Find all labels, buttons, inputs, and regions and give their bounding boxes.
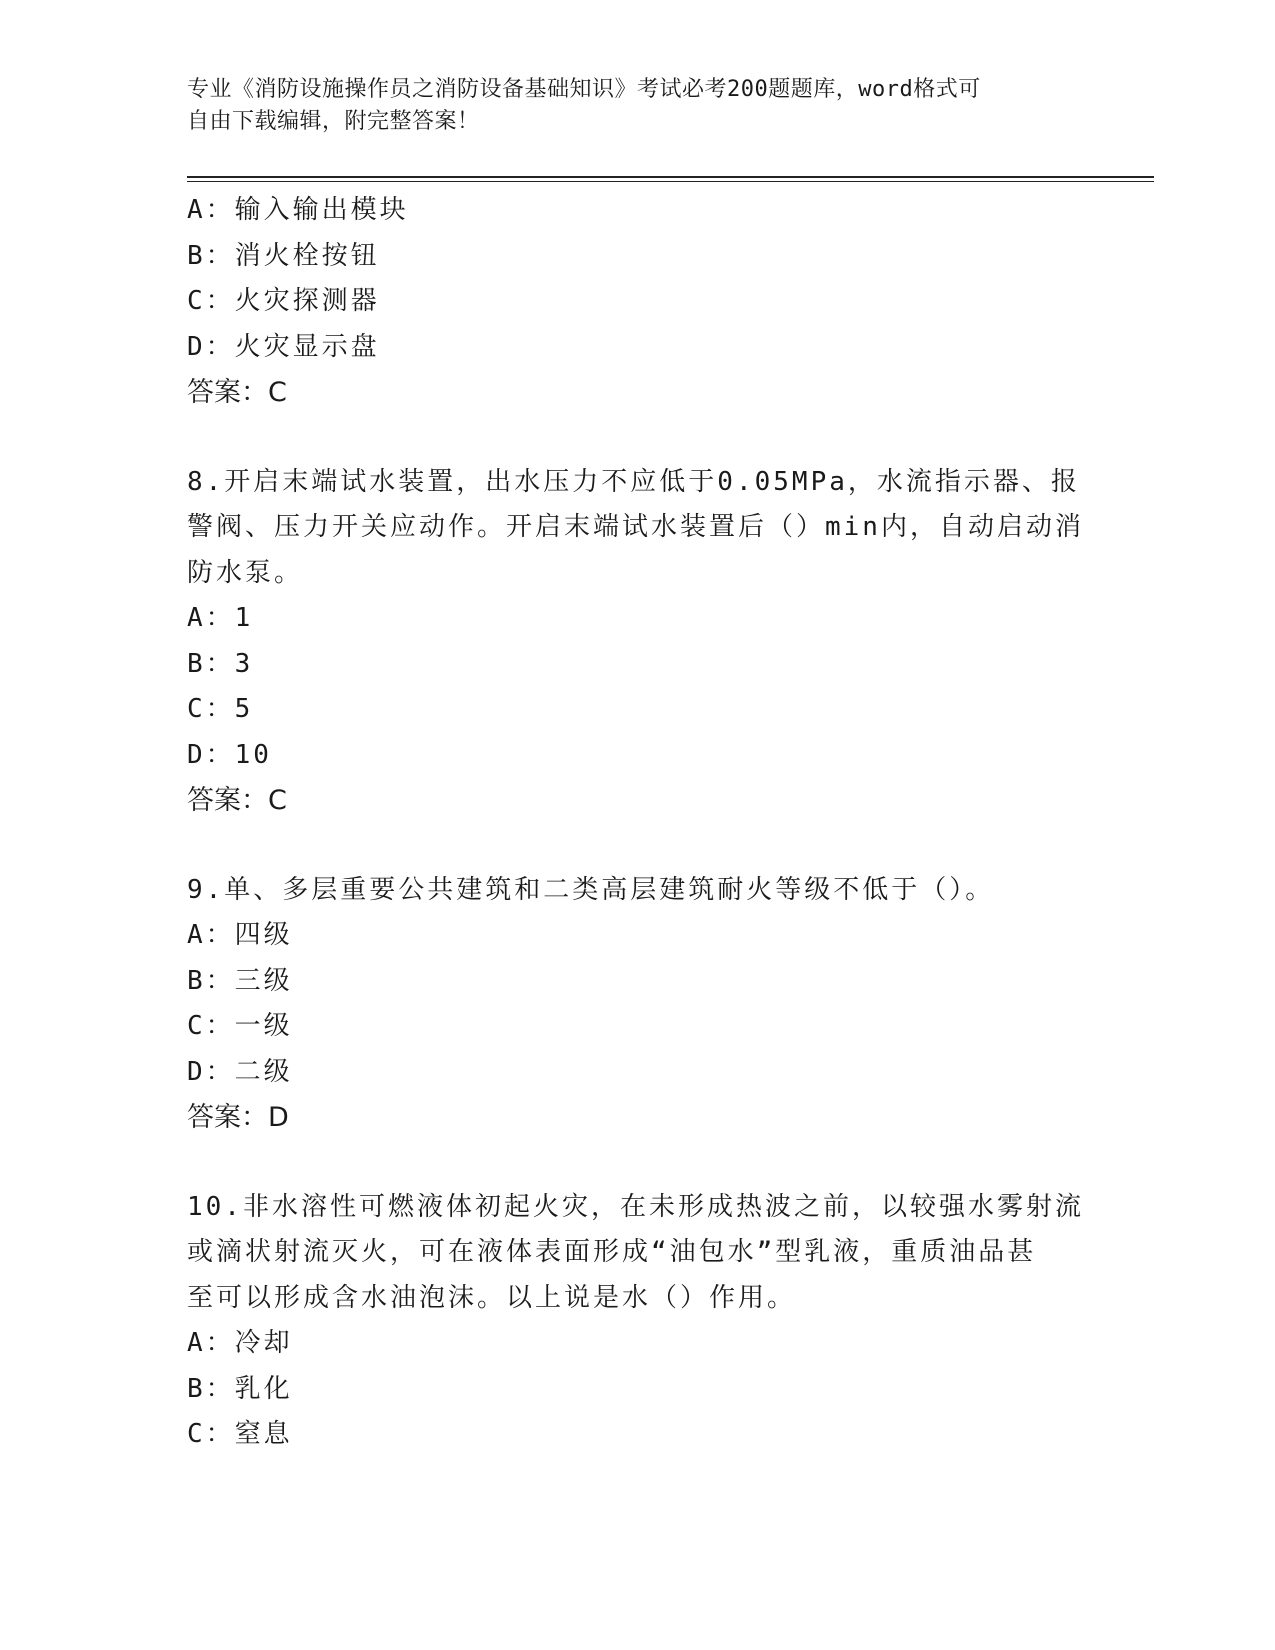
spacer bbox=[187, 824, 1087, 868]
document-header bbox=[187, 74, 1067, 138]
header-line-2: 自由下载编辑，附完整答案！ bbox=[187, 109, 480, 134]
option-d: D：火灾显示盘 bbox=[187, 331, 380, 362]
option-a: A：1 bbox=[187, 603, 254, 633]
spacer bbox=[187, 416, 1087, 460]
question-9 bbox=[187, 868, 1087, 1141]
answer: 答案：D bbox=[187, 1102, 289, 1133]
answer: 答案：C bbox=[187, 377, 287, 408]
option-b: B：3 bbox=[187, 648, 254, 679]
option-a: A：四级 bbox=[187, 920, 293, 950]
option-b: B：消火栓按钮 bbox=[187, 240, 380, 271]
spacer bbox=[187, 1141, 1087, 1185]
option-a: A：输入输出模块 bbox=[187, 195, 409, 225]
option-d: D：二级 bbox=[187, 1056, 293, 1087]
question-stem-line: 警阀、压力开关应动作。开启末端试水装置后（）min内，自动启动消 bbox=[187, 512, 1084, 542]
question-stem-line: 或滴状射流灭火，可在液体表面形成“油包水”型乳液，重质油品甚 bbox=[187, 1237, 1037, 1267]
option-d: D：10 bbox=[187, 739, 272, 770]
option-a: A：冷却 bbox=[187, 1328, 293, 1358]
question-10 bbox=[187, 1185, 1087, 1458]
question-stem-line: 8.开启末端试水装置，出水压力不应低于0.05MPa，水流指示器、报 bbox=[187, 466, 1080, 497]
question-list bbox=[187, 188, 1087, 1458]
header-line-1: 专业《消防设施操作员之消防设备基础知识》考试必考200题题库，word格式可 bbox=[187, 77, 981, 102]
question-7 bbox=[187, 188, 1087, 416]
question-stem-line: 至可以形成含水油泡沫。以上说是水（）作用。 bbox=[187, 1282, 797, 1313]
option-c: C：一级 bbox=[187, 1011, 293, 1041]
option-c: C：窒息 bbox=[187, 1419, 293, 1449]
question-8 bbox=[187, 460, 1087, 824]
question-stem-line: 9.单、多层重要公共建筑和二类高层建筑耐火等级不低于（）。 bbox=[187, 874, 995, 905]
option-b: B：三级 bbox=[187, 965, 293, 996]
question-stem-line: 10.非水溶性可燃液体初起火灾，在未形成热波之前，以较强水雾射流 bbox=[187, 1191, 1084, 1222]
option-c: C：5 bbox=[187, 694, 254, 724]
question-stem-line: 防水泵。 bbox=[187, 557, 304, 588]
option-c: C：火灾探测器 bbox=[187, 286, 380, 316]
option-b: B：乳化 bbox=[187, 1373, 293, 1404]
header-divider bbox=[187, 176, 1154, 182]
answer: 答案：C bbox=[187, 785, 287, 816]
